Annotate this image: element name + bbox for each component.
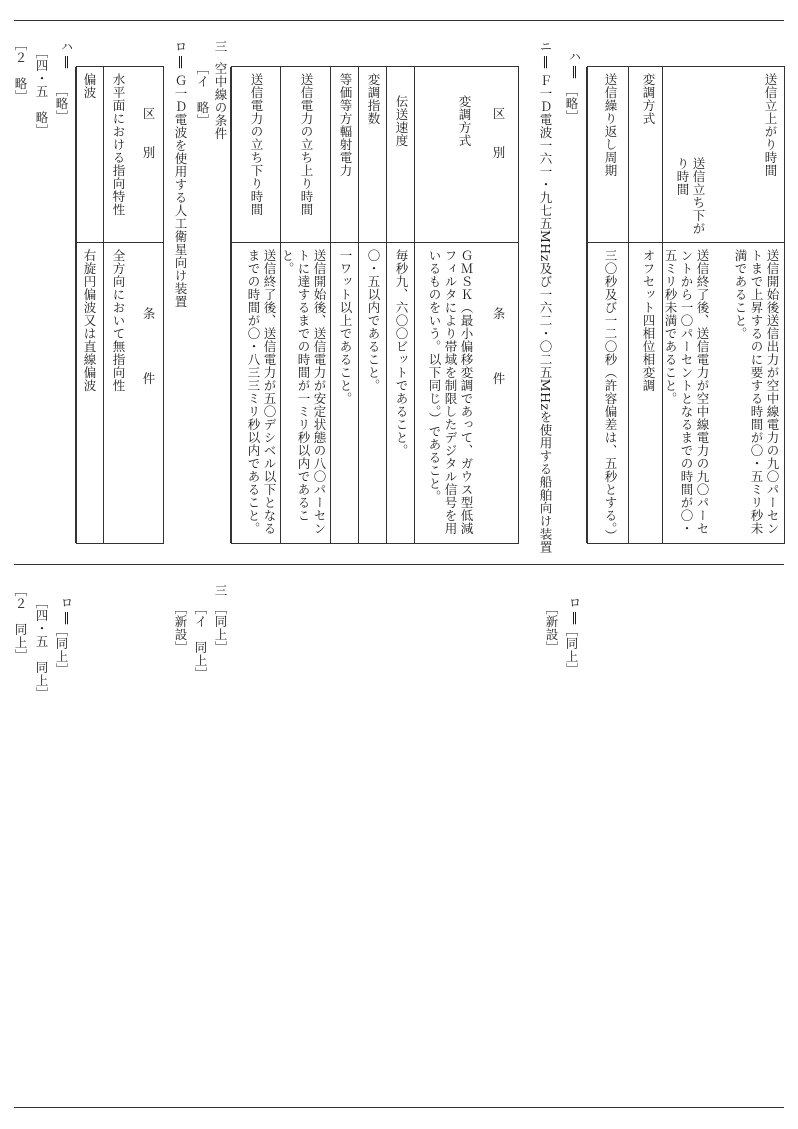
- lower-new-note: ［新設］: [544, 602, 559, 654]
- lower-bracket-same: ［２ 同上］: [13, 584, 28, 662]
- ro-title: Ｇ一Ｄ電波を使用する人工衛星向け装置: [173, 74, 188, 308]
- row-value: 送信開始後送信出力が空中線電力の九〇パーセントまで上昇するのに要する時間が〇・五ミリ秒未満であること。: [733, 249, 780, 535]
- lower-ro-label: ロ‖: [567, 596, 582, 625]
- row-key: 送信電力の立ち上り時間: [299, 73, 314, 216]
- row-key: 伝送速度: [394, 95, 409, 147]
- table-row: [628, 67, 662, 543]
- table-row: [230, 67, 280, 543]
- lower-i-new-note: ［新設］: [173, 602, 188, 654]
- bracket-omitted: ［２ 略］: [13, 38, 28, 103]
- table-row: [75, 67, 103, 543]
- row-value: 送信終了後、送信電力が空中線電力の九〇パーセントから一〇パーセントとなるまでの時間が〇・五ミリ秒未満であること。: [663, 249, 710, 535]
- table-row: [662, 67, 712, 543]
- table-row: [586, 67, 628, 543]
- ha-omitted: ［略］: [564, 84, 579, 123]
- row-key: 送信立上がり時間: [763, 73, 778, 177]
- table-vessel-equipment: [231, 66, 519, 544]
- row-key: 水平面における指向特性: [111, 73, 126, 216]
- top-rule: [14, 20, 784, 21]
- ha-omitted-2: ［略］: [54, 84, 69, 123]
- row-value: 送信開始後、送信電力が安定状態の八〇パーセントに達するまでの時間が一ミリ秒以内であること。: [280, 249, 327, 535]
- row-key: 変調方式: [457, 95, 472, 147]
- row-value: 三〇秒及び一二〇秒（許容偏差は、五秒とする。）: [603, 249, 618, 542]
- row-value: オフセット四相位相変調: [641, 249, 656, 392]
- row-key: 送信繰り返し周期: [603, 73, 618, 177]
- table-row: [712, 67, 784, 543]
- table-row: [280, 67, 330, 543]
- row-key: 変調指数: [366, 73, 381, 125]
- table-signal-timing: [587, 66, 785, 544]
- ha-label-2: ハ‖: [59, 40, 74, 69]
- row-key: 変調方式: [641, 73, 656, 125]
- row-value: 一ワット以上であること。: [338, 249, 353, 405]
- table-header-row: [478, 67, 518, 543]
- header-key: 区 別: [141, 107, 156, 159]
- row-key: 送信立ち下がり時間: [675, 157, 706, 235]
- table-header-row: [133, 67, 163, 543]
- table-row: [358, 67, 386, 543]
- lower-ro2-same: ［同上］: [54, 624, 69, 676]
- lower-san-same: ［同上］: [213, 602, 228, 654]
- lower-ro-same: ［同上］: [564, 624, 579, 676]
- lower-sub-same: ［四・五 同上］: [34, 596, 49, 700]
- ni-title: Ｆ一Ｄ電波一六一・九七五MHz及び一六二・〇二五MHzを使用する船舶向け装置: [538, 74, 553, 554]
- ha-label: ハ‖: [567, 50, 582, 79]
- row-key: 送信電力の立ち下り時間: [249, 73, 264, 216]
- row-key: 等価等方輻射電力: [338, 73, 353, 177]
- header-key: 区 別: [491, 107, 506, 159]
- lower-ro2-label: ロ‖: [59, 596, 74, 625]
- table-antenna-conditions: [76, 66, 164, 544]
- row-value: 右旋円偏波又は直線偏波: [82, 249, 97, 392]
- bottom-rule: [14, 1107, 784, 1108]
- row-key: 偏波: [82, 73, 97, 99]
- ro-label: ロ‖: [173, 40, 188, 69]
- row-value: 〇・五以内であること。: [366, 249, 381, 392]
- lower-i-same: ［イ 同上］: [193, 602, 208, 680]
- table-row: [414, 67, 478, 543]
- i-omitted: ［イ 略］: [195, 62, 210, 127]
- table-row: [103, 67, 133, 543]
- sub-omitted: ［四・五 略］: [34, 46, 49, 137]
- table-row: [330, 67, 358, 543]
- table-row: [386, 67, 414, 543]
- san-title: 空中線の条件: [213, 62, 228, 140]
- header-value: 条 件: [491, 307, 506, 385]
- lower-san-number: 三: [213, 584, 228, 597]
- header-value: 条 件: [141, 307, 156, 385]
- row-value: ＧＭＳＫ（最小偏移変調であって、ガウス型低減フィルタにより帯域を制限したデジタル信号を用いるものをいう。以下同じ。）であること。: [427, 249, 474, 535]
- ni-label: ニ‖: [538, 40, 553, 69]
- row-value: 毎秒九、六〇〇ビットであること。: [394, 249, 409, 457]
- san-number: 三: [213, 40, 228, 53]
- row-value: 全方向において無指向性: [111, 249, 126, 392]
- middle-rule: [14, 564, 784, 565]
- row-value: 送信終了後、送信電力が五〇デシベル以下となるまでの時間が〇・八三三ミリ秒以内であること。: [246, 249, 277, 535]
